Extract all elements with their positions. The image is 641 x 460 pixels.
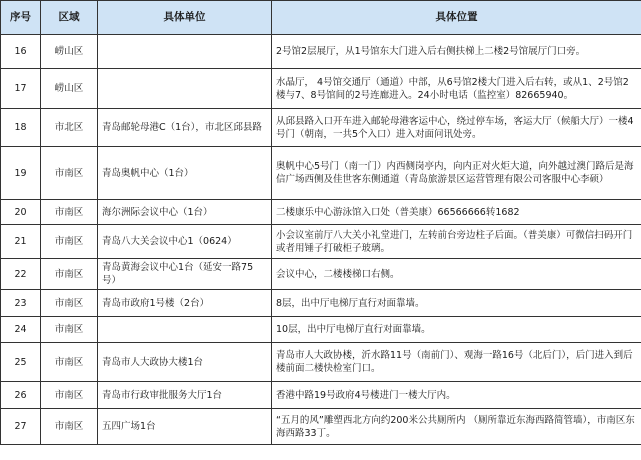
cell-no: 21 xyxy=(1,225,41,259)
cell-unit: 青岛八大关会议中心1（0624） xyxy=(98,225,272,259)
cell-no: 19 xyxy=(1,147,41,200)
cell-unit: 青岛黄海会议中心1台（延安一路75号） xyxy=(98,259,272,290)
header-unit: 具体单位 xyxy=(98,1,272,35)
cell-unit: 海尔洲际会议中心（1台） xyxy=(98,200,272,225)
cell-location: 从邱县路入口开车进入邮轮母港客运中心，绕过停车场，客运大厅（候船大厅）一楼4号门（朝南，一共5个入口）进入对面问讯处旁。 xyxy=(272,109,641,147)
cell-unit xyxy=(98,35,272,69)
cell-location: 青岛市人大政协楼，沂水路11号（南前门）、观海一路16号（北后门），后门进入到后楼前面二楼快检室门口。 xyxy=(272,343,641,382)
table-row xyxy=(1,382,641,409)
table-row xyxy=(1,343,641,382)
cell-unit: 青岛市行政审批服务大厅1台 xyxy=(98,382,272,409)
cell-location: 小会议室前厅八大关小礼堂进门，左转前台旁边柱子后面。（普美康）可微信扫码开门或者用锤子打破柜子玻璃。 xyxy=(272,225,641,259)
table-row xyxy=(1,317,641,343)
cell-no: 27 xyxy=(1,409,41,445)
cell-area: 市南区 xyxy=(41,343,98,382)
table-row xyxy=(1,200,641,225)
cell-area: 市南区 xyxy=(41,317,98,343)
cell-area: 市南区 xyxy=(41,225,98,259)
table-row xyxy=(1,147,641,200)
table-header-row xyxy=(1,1,641,35)
cell-location: 会议中心，二楼楼梯口右侧。 xyxy=(272,259,641,290)
table-row xyxy=(1,409,641,445)
cell-location: 2号馆2层展厅，从1号馆东大门进入后右侧扶梯上二楼2号馆展厅门口旁。 xyxy=(272,35,641,69)
table-row xyxy=(1,35,641,69)
cell-unit: 青岛奥帆中心（1台） xyxy=(98,147,272,200)
table-row xyxy=(1,259,641,290)
cell-no: 26 xyxy=(1,382,41,409)
cell-unit xyxy=(98,69,272,109)
cell-area: 崂山区 xyxy=(41,35,98,69)
cell-unit xyxy=(98,317,272,343)
cell-no: 24 xyxy=(1,317,41,343)
table-row xyxy=(1,69,641,109)
cell-area: 市南区 xyxy=(41,409,98,445)
cell-no: 22 xyxy=(1,259,41,290)
cell-location: 水晶厅， 4号馆交通厅（通道）中部，从6号馆2楼大门进入后右转，或从1、2号馆2楼与7、8号馆间的2号连廊进入。24小时电话（监控室）82665940。 xyxy=(272,69,641,109)
cell-no: 20 xyxy=(1,200,41,225)
cell-location: “五月的风”雕塑西北方向约200米公共厕所内 （厕所靠近东海西路简管墙），市南区东海西路33丁。 xyxy=(272,409,641,445)
cell-no: 23 xyxy=(1,290,41,317)
header-location: 具体位置 xyxy=(272,1,641,35)
cell-area: 市南区 xyxy=(41,259,98,290)
cell-location: 8层，出中厅电梯厅直行对面靠墙。 xyxy=(272,290,641,317)
cell-area: 市南区 xyxy=(41,382,98,409)
cell-unit: 青岛邮轮母港C（1台），市北区邱县路 xyxy=(98,109,272,147)
table-row xyxy=(1,225,641,259)
cell-area: 市南区 xyxy=(41,290,98,317)
cell-no: 25 xyxy=(1,343,41,382)
cell-area: 市北区 xyxy=(41,109,98,147)
table-row xyxy=(1,290,641,317)
cell-unit: 五四广场1台 xyxy=(98,409,272,445)
cell-location: 香港中路19号政府4号楼进门一楼大厅内。 xyxy=(272,382,641,409)
cell-area: 市南区 xyxy=(41,200,98,225)
cell-unit: 青岛市政府1号楼（2台） xyxy=(98,290,272,317)
header-no: 序号 xyxy=(1,1,41,35)
cell-location: 10层，出中厅电梯厅直行对面靠墙。 xyxy=(272,317,641,343)
cell-area: 市南区 xyxy=(41,147,98,200)
cell-unit: 青岛市人大政协大楼1台 xyxy=(98,343,272,382)
table-row xyxy=(1,109,641,147)
cell-location: 奥帆中心5号门（南一门）内西侧岗亭内，向内正对火炬大道，向外越过澳门路后是海信广场西侧及佳世客东侧通道（青岛旅游景区运营管理有限公司客服中心李硕） xyxy=(272,147,641,200)
cell-location: 二楼康乐中心游泳馆入口处（普美康）66566666转1682 xyxy=(272,200,641,225)
header-area: 区域 xyxy=(41,1,98,35)
cell-no: 18 xyxy=(1,109,41,147)
cell-no: 16 xyxy=(1,35,41,69)
cell-area: 崂山区 xyxy=(41,69,98,109)
cell-no: 17 xyxy=(1,69,41,109)
